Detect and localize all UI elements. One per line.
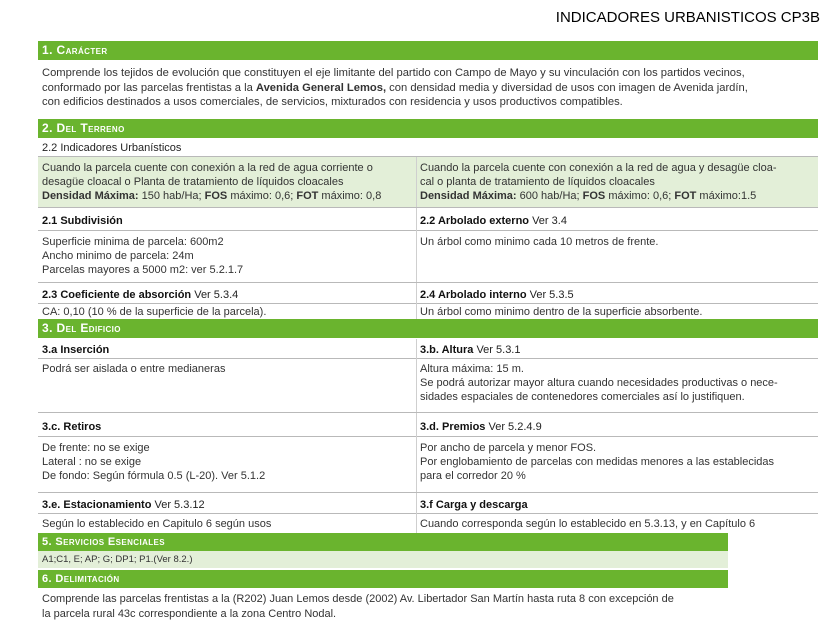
indicadores-right: Cuando la parcela cuente con conexión a la red de agua y desagüe cloa- cal o planta de tratamiento de líquidos cloacales Densidad Máxima: 600 hab/Ha; FOS máximo: 0,6; FOT máximo:1.5 <box>420 162 777 202</box>
premios-text: Por ancho de parcela y menor FOS. Por englobamiento de parcelas con medidas menores a las establecidas para el corredor 20 % <box>420 442 775 482</box>
insercion-text: Podrá ser aislada o entre medianeras <box>42 363 226 375</box>
section-heading-caracter: 1. Carácter <box>38 41 818 60</box>
arbolado-interno-title: 2.4 Arbolado interno Ver 5.3.5 <box>420 289 574 301</box>
column-divider <box>416 493 417 533</box>
coeficiente-text: CA: 0,10 (10 % de la superficie de la parcela). <box>42 306 267 318</box>
servicios-text: A1;C1, E; AP; G; DP1; P1.(Ver 8.2.) <box>38 551 728 568</box>
caracter-line-3: con edificios destinados a usos comerciales, de servicios, mixturados con residencia y usos productivos compatibles. <box>42 96 623 108</box>
caracter-line-2: conformado por las parcelas frentistas a la Avenida General Lemos, con densidad media y diversidad de usos con imagen de Avenida jardín, <box>42 81 748 94</box>
caracter-text <box>42 66 748 110</box>
arbolado-externo-text: Un árbol como minimo cada 10 metros de frente. <box>420 236 659 248</box>
column-divider <box>416 413 417 492</box>
premios-title: 3.d. Premios Ver 5.2.4.9 <box>420 421 542 433</box>
indicadores-left: Cuando la parcela cuente con conexión a la red de agua corriente o desagüe cloacal o Planta de tratamiento de líquidos cloacales Densidad Máxima: 150 hab/Ha; FOS máximo: 0,6; FOT máximo: 0,8 <box>42 162 382 202</box>
column-divider <box>416 157 417 207</box>
altura-title: 3.b. Altura Ver 5.3.1 <box>420 344 521 356</box>
section-heading-delimitacion: 6. Delimitación <box>38 570 728 588</box>
section-heading-edificio: 3. Del Edificio <box>38 319 818 338</box>
divider <box>38 303 818 304</box>
subdivision-title: 2.1 Subdivisión <box>42 215 123 227</box>
divider <box>38 207 818 208</box>
caracter-line-1: Comprende los tejidos de evolución que constituyen el eje limitante del partido con Campo de Mayo y su vinculación con los partidos vecinos, <box>42 67 745 79</box>
subdivision-text: Superficie minima de parcela: 600m2 Ancho minimo de parcela: 24m Parcelas mayores a 5000 m2: ver 5.2.1.7 <box>42 236 244 276</box>
estacionamiento-text: Según lo establecido en Capitulo 6 según usos <box>42 518 272 530</box>
carga-title: 3.f Carga y descarga <box>420 499 528 511</box>
delimitacion-text: Comprende las parcelas frentistas a la (R202) Juan Lemos desde (2002) Av. Libertador San Martín hasta ruta 8 con excepción de la parcela rural 43c correspondiente a la zona Centro Nodal. <box>42 593 674 620</box>
divider <box>38 282 818 283</box>
document-title: INDICADORES URBANISTICOS CP3B <box>555 9 820 26</box>
divider <box>38 492 818 493</box>
column-divider <box>416 283 417 319</box>
retiros-text: De frente: no se exige Lateral : no se exige De fondo: Según fórmula 0.5 (L-20). Ver 5.1.2 <box>42 442 266 482</box>
divider <box>38 230 818 231</box>
coeficiente-title: 2.3 Coeficiente de absorción Ver 5.3.4 <box>42 289 239 301</box>
carga-text: Cuando corresponda según lo establecido en 5.3.13, y en Capítulo 6 <box>420 518 756 530</box>
section-heading-terreno: 2. Del Terreno <box>38 119 818 138</box>
altura-text: Altura máxima: 15 m. Se podrá autorizar mayor altura cuando necesidades productivas o nece- sidades espaciales de contenedores comerciales así lo justifiquen. <box>420 363 778 403</box>
insercion-title: 3.a Inserción <box>42 344 110 356</box>
indicadores-subheading: 2.2 Indicadores Urbanísticos <box>42 142 182 154</box>
retiros-title: 3.c. Retiros <box>42 421 102 433</box>
avenida-name: Avenida General Lemos, <box>255 81 387 94</box>
divider <box>38 412 818 413</box>
estacionamiento-title: 3.e. Estacionamiento Ver 5.3.12 <box>42 499 205 511</box>
divider <box>38 513 818 514</box>
column-divider <box>416 208 417 282</box>
section-heading-servicios: 5. Servicios Esenciales <box>38 533 728 551</box>
column-divider <box>416 339 417 412</box>
arbolado-interno-text: Un árbol como minimo dentro de la superficie absorbente. <box>420 306 703 318</box>
divider <box>38 358 818 359</box>
divider <box>38 436 818 437</box>
arbolado-externo-title: 2.2 Arbolado externo Ver 3.4 <box>420 215 567 227</box>
